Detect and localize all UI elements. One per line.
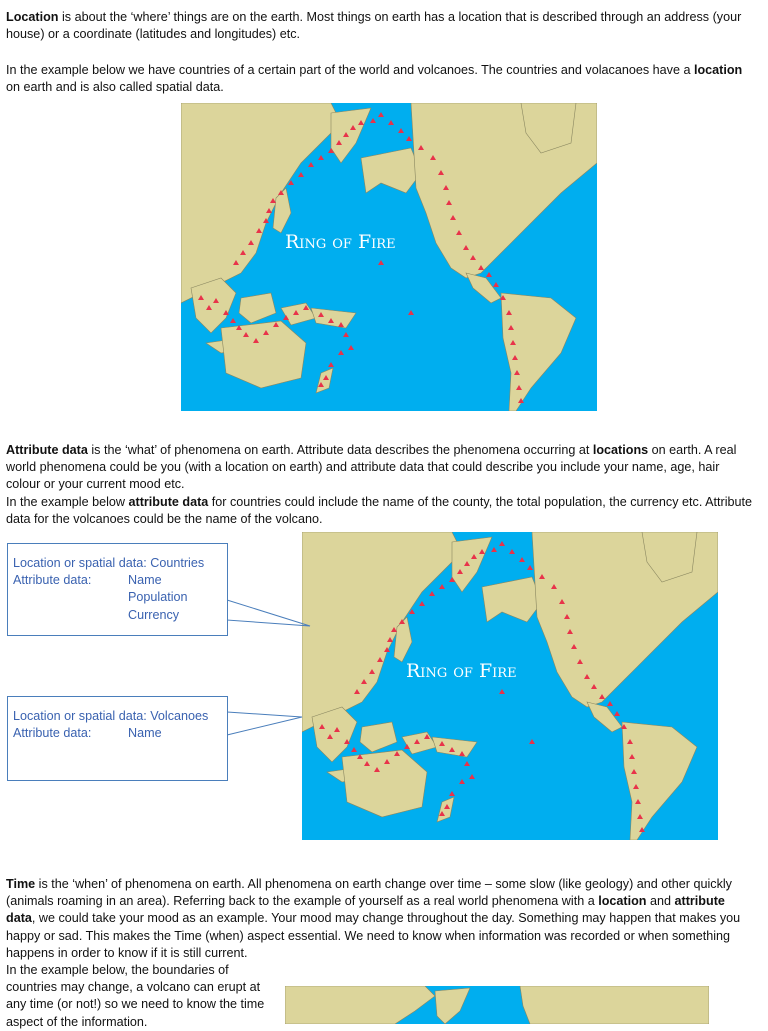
location-term: Location [6, 10, 59, 24]
map-1-svg [181, 103, 597, 411]
ring-of-fire-map-2 [302, 532, 718, 840]
ring-of-fire-label-2: Ring of Fire [406, 660, 517, 682]
ring-of-fire-label-1: Ring of Fire [285, 231, 396, 253]
attribute-bold-locations: locations [592, 443, 649, 457]
ring-of-fire-map-3-partial [285, 986, 709, 1024]
volcanoes-attr-name: Name [128, 726, 162, 741]
countries-attr-name: Name [128, 573, 162, 588]
location-example-paragraph [6, 62, 754, 96]
location-text: is about the ‘where’ things are on the earth. Most things on earth has a location that is described through an address (your house) or a coordinate (latitudes and longitudes) etc. [6, 10, 742, 42]
attribute-example-text-a: In the example below [6, 495, 129, 509]
volcanoes-attr-label: Attribute data: [13, 726, 92, 741]
countries-callout-pointer [227, 595, 310, 636]
attribute-text-a: is the ‘what’ of phenomena on earth. Attribute data describes the phenomena occurring at [87, 443, 593, 457]
countries-attr-row-3 [13, 607, 222, 624]
countries-callout [7, 543, 228, 636]
countries-callout-title: Location or spatial data: Countries [13, 556, 205, 570]
time-bold-location: location [598, 894, 647, 909]
time-example-paragraph: In the example below, the boundaries of countries may change, a volcano can erupt at any time (or not!) so we need to know the time aspect of the information. [6, 963, 265, 1029]
time-term: Time [6, 877, 36, 891]
countries-attr-label: Attribute data: [13, 573, 92, 588]
volcanoes-callout-title: Location or spatial data: Volcanoes [13, 709, 209, 723]
countries-attr-population: Population [128, 590, 188, 605]
ring-of-fire-map-1 [181, 103, 597, 411]
attribute-example-text-c: for countries could include the name of the county, the total population, the currency etc. Attribute data for the volcanoes could be the name of the volcano. [6, 495, 753, 527]
attribute-example-bold: attribute data [128, 495, 209, 509]
volcanoes-callout [7, 696, 228, 781]
map-2-svg [302, 532, 718, 840]
attribute-term: Attribute data [6, 443, 88, 457]
time-text-c: and [646, 894, 675, 909]
countries-attr-row-1 [13, 572, 222, 589]
attribute-example-paragraph [6, 494, 754, 528]
volcanoes-attr-row-1 [13, 725, 222, 742]
location-example-bold: location [693, 63, 743, 77]
time-paragraph [6, 876, 754, 962]
location-paragraph [6, 9, 754, 43]
countries-attr-currency: Currency [128, 607, 180, 622]
location-example-text-a: In the example below we have countries of a certain part of the world and volcanoes. The countries and volacanoes have a [6, 63, 694, 77]
map-3-svg [285, 986, 709, 1024]
volcanoes-callout-pointer [227, 712, 302, 735]
time-bold-attribute: attribute data [6, 894, 725, 926]
location-example-text-c: on earth and is also called spatial data. [6, 80, 224, 95]
countries-attr-row-2 [13, 589, 222, 606]
attribute-text-c: on earth. A real world phenomena could be you (with a location on earth) and attribute data that could describe you include your name, age, hair colour or your current mood etc. [6, 443, 737, 492]
attribute-paragraph [6, 442, 754, 494]
time-text-e: , we could take your mood as an example. Your mood may change throughout the day. Something may happen that makes you happy or sad. This makes the Time (when) aspect essential. We need to know when information was recorded or when something happens in order to know if it is still current. [6, 911, 741, 960]
time-text-a: is the ‘when’ of phenomena on earth. All phenomena on earth change over time – some slow (like geology) and other quickly (animals roaming in an area). Referring back to the example of yourself as a real world phenomena with a [6, 877, 732, 909]
